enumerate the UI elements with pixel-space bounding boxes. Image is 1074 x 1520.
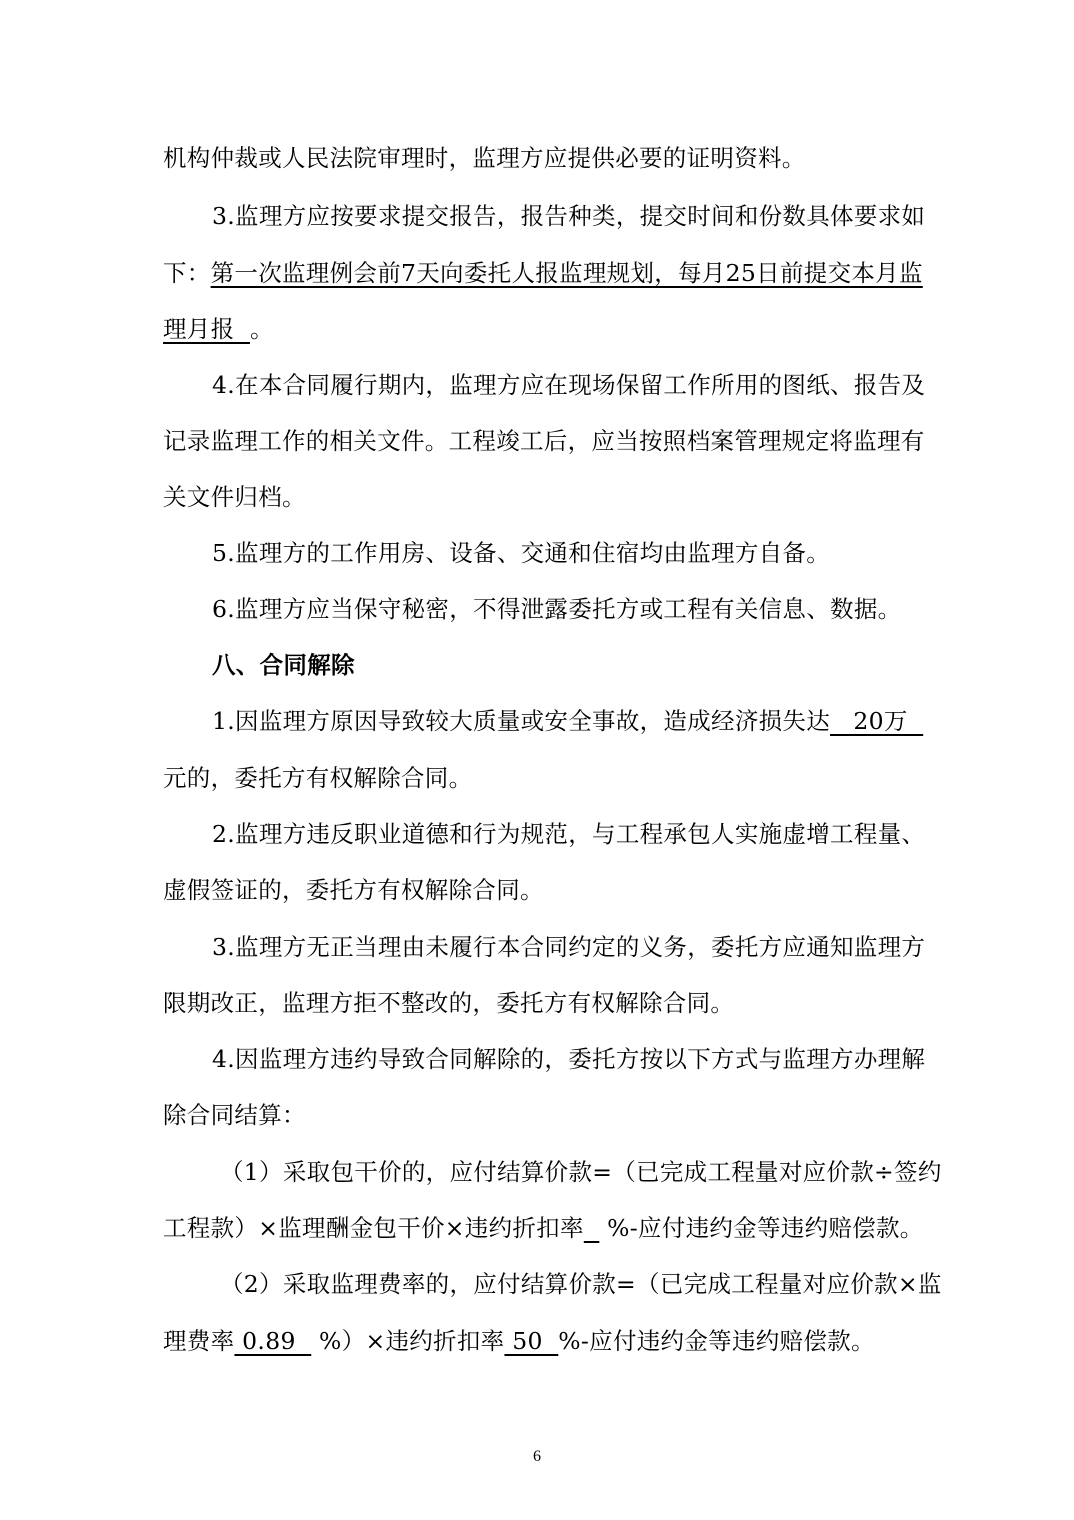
text-segment: 理费率: [163, 1327, 235, 1355]
text-segment: 4.因监理方违约导致合同解除的，委托方按以下方式与监理方办理解: [212, 1045, 926, 1073]
text-line: [163, 988, 734, 1018]
text-segment: 。: [249, 315, 274, 343]
text-line: [212, 1044, 925, 1074]
text-line: [163, 875, 544, 905]
text-segment: （2）采取监理费率的，应付结算价款=（已完成工程量对应价款×监: [220, 1270, 942, 1298]
text-line: [163, 763, 472, 793]
text-segment: 2.监理方违反职业道德和行为规范，与工程承包人实施虚增工程量、: [212, 820, 926, 848]
text-line: [220, 1269, 942, 1299]
filled-blank: 50: [504, 1327, 559, 1355]
text-segment: 下：: [163, 259, 211, 287]
text-segment: 记录监理工作的相关文件。工程竣工后，应当按照档案管理规定将监理有: [163, 427, 925, 455]
filled-blank: [584, 1214, 600, 1242]
text-segment: 6.监理方应当保守秘密，不得泄露委托方或工程有关信息、数据。: [212, 595, 902, 623]
text-line: [163, 482, 306, 512]
text-line: [163, 426, 925, 456]
text-line: [163, 1100, 306, 1130]
text-line: [212, 201, 925, 231]
section-heading: [212, 650, 355, 680]
text-line: [220, 1157, 942, 1187]
text-segment: 工程款）×监理酬金包干价×违约折扣率: [163, 1214, 584, 1242]
text-line: [163, 258, 923, 288]
text-segment: 关文件归档。: [163, 483, 306, 511]
text-segment: （1）采取包干价的，应付结算价款=（已完成工程量对应价款÷签约: [220, 1158, 942, 1186]
text-segment: 3.监理方应按要求提交报告，报告种类，提交时间和份数具体要求如: [212, 202, 926, 230]
text-segment: 4.在本合同履行期内，监理方应在现场保留工作所用的图纸、报告及: [212, 371, 926, 399]
text-line: [163, 314, 274, 344]
text-line: [212, 819, 925, 849]
filled-blank: 20万: [830, 707, 924, 735]
text-segment: 限期改正，监理方拒不整改的，委托方有权解除合同。: [163, 989, 735, 1017]
filled-blank: 理月报: [163, 315, 250, 343]
text-segment: 八、合同解除: [212, 651, 355, 679]
text-line: [163, 143, 806, 173]
text-segment: %-应付违约金等违约赔偿款。: [558, 1327, 875, 1355]
text-line: [163, 1326, 875, 1356]
text-line: [163, 1213, 924, 1243]
text-segment: 1.因监理方原因导致较大质量或安全事故，造成经济损失达: [212, 707, 831, 735]
text-segment: %-应付违约金等违约赔偿款。: [599, 1214, 924, 1242]
filled-blank: 0.89: [234, 1327, 312, 1355]
text-segment: 元的，委托方有权解除合同。: [163, 764, 473, 792]
text-line: [212, 594, 901, 624]
text-segment: 5.监理方的工作用房、设备、交通和住宿均由监理方自备。: [212, 539, 831, 567]
filled-blank: 第一次监理例会前7天向委托人报监理规划，每月25日前提交本月监: [210, 259, 923, 287]
text-segment: 除合同结算：: [163, 1101, 306, 1129]
text-line: [212, 538, 830, 568]
text-line: [212, 932, 925, 962]
text-line: [212, 370, 925, 400]
text-line: [212, 706, 923, 736]
text-segment: 机构仲裁或人民法院审理时，监理方应提供必要的证明资料。: [163, 144, 806, 172]
text-segment: 虚假签证的，委托方有权解除合同。: [163, 876, 544, 904]
text-segment: %）×违约折扣率: [311, 1327, 505, 1355]
page-number: 6: [533, 1448, 541, 1465]
text-segment: 3.监理方无正当理由未履行本合同约定的义务，委托方应通知监理方: [212, 933, 926, 961]
